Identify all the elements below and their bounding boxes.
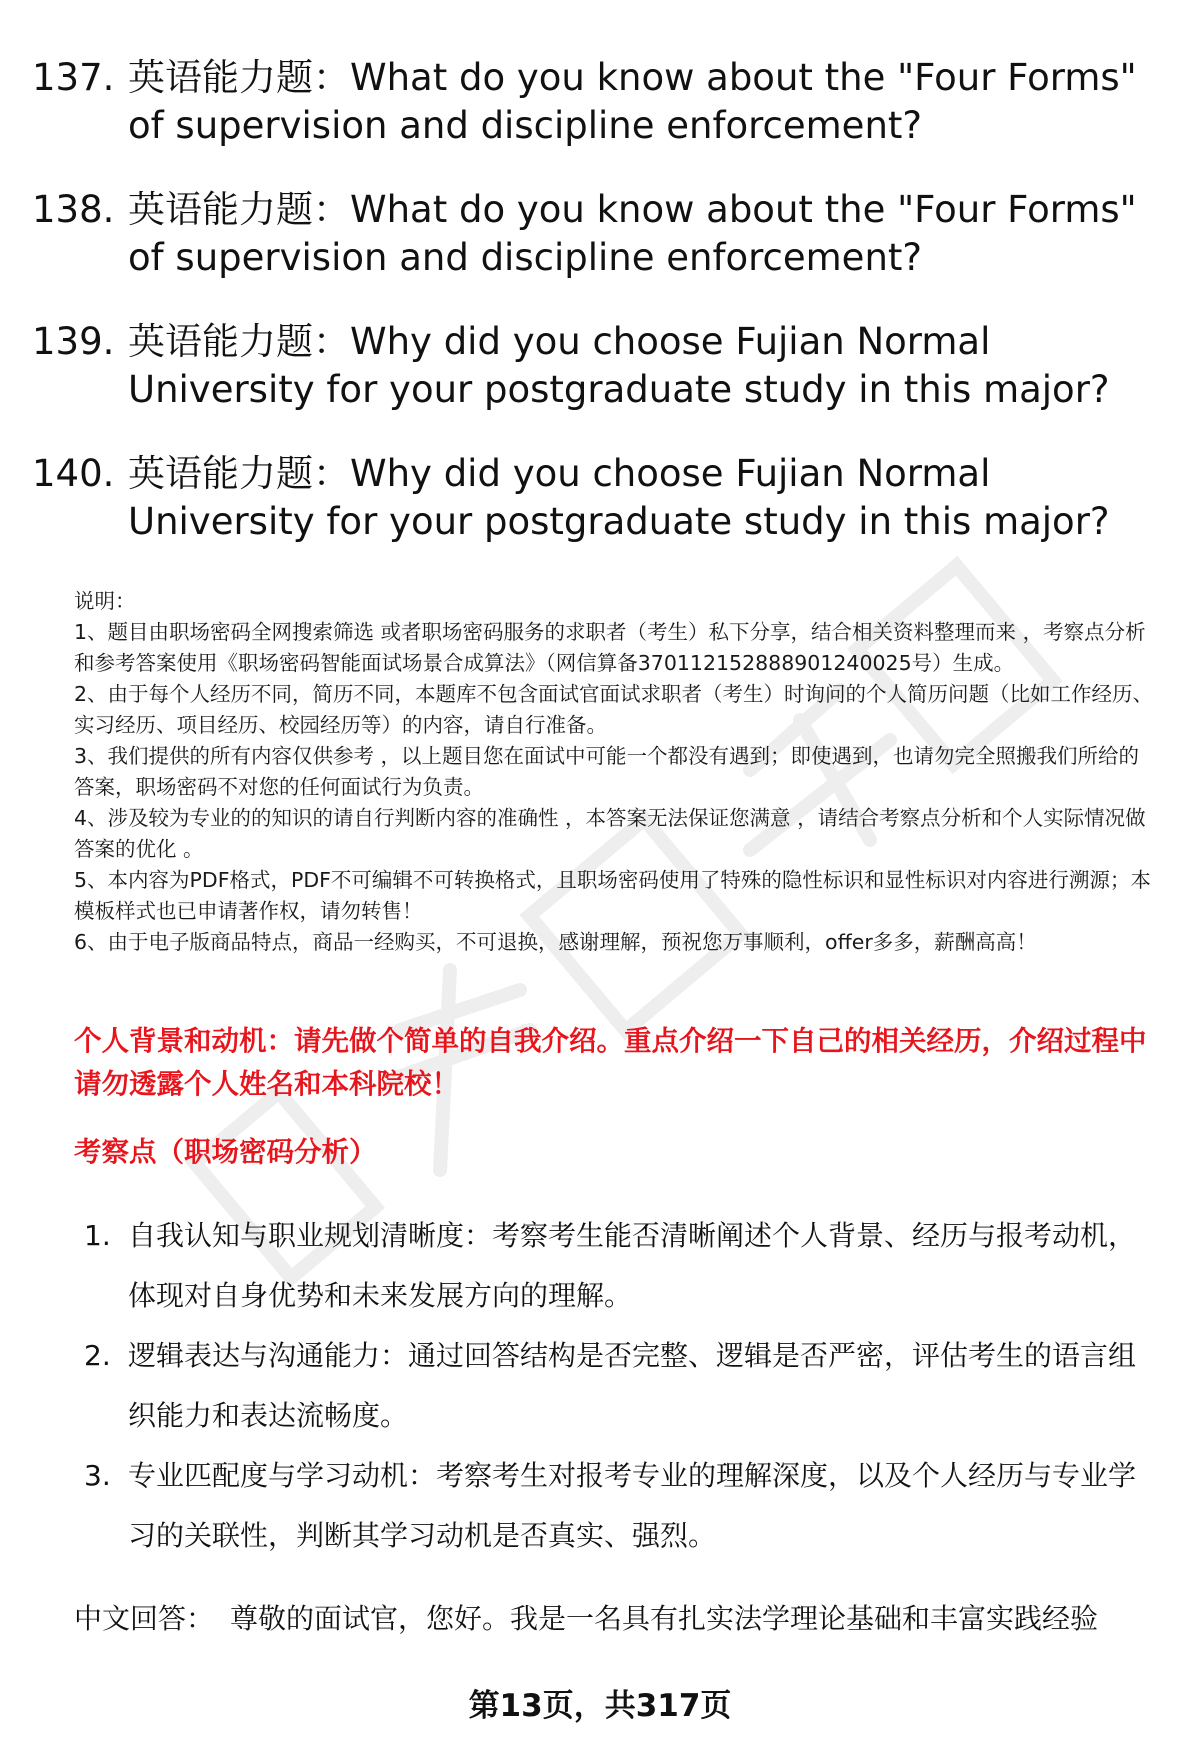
point-number: 3. — [84, 1459, 111, 1492]
point-text: 自我认知与职业规划清晰度：考察考生能否清晰阐述个人背景、经历与报考动机，体现对自身优势和未来发展方向的理解。 — [128, 1219, 1137, 1312]
note-item: 6、由于电子版商品特点，商品一经购买，不可退换，感谢理解，预祝您万事顺利，offer多多，薪酬高高！ — [74, 930, 1037, 954]
chinese-answer — [74, 1595, 1174, 1643]
question-text: 英语能力题：Why did you choose Fujian Normal University for your postgraduate study in this major? — [128, 320, 1110, 411]
analysis-point — [0, 1446, 1200, 1566]
notes-title: 说明： — [74, 589, 136, 613]
note-item: 1、题目由职场密码全网搜索筛选 或者职场密码服务的求职者（考生）私下分享，结合相关资料整理而来 ，考察点分析和参考答案使用《职场密码智能面试场景合成算法》（网信算备370112152888901240025号）生成。 — [74, 620, 1146, 675]
point-text: 专业匹配度与学习动机：考察考生对报考专业的理解深度，以及个人经历与专业学习的关联性，判断其学习动机是否真实、强烈。 — [128, 1459, 1137, 1552]
analysis-point — [0, 1206, 1200, 1326]
point-number: 1. — [84, 1219, 111, 1252]
analysis-points-list — [0, 1206, 1200, 1566]
note-item: 2、由于每个人经历不同，简历不同，本题库不包含面试官面试求职者（考生）时询问的个人简历问题（比如工作经历、实习经历、项目经历、校园经历等）的内容，请自行准备。 — [74, 682, 1154, 737]
notes-block — [74, 586, 1154, 958]
point-number: 2. — [84, 1339, 111, 1372]
note-item: 4、涉及较为专业的的知识的请自行判断内容的准确性 ，本答案无法保证您满意 ，请结合考察点分析和个人实际情况做答案的优化 。 — [74, 806, 1146, 861]
page-footer: 第13页，共317页 — [468, 1688, 732, 1724]
note-item: 5、本内容为PDF格式，PDF不可编辑不可转换格式，且职场密码使用了特殊的隐性标识和显性标识对内容进行溯源；本模板样式也已申请著作权，请勿转售！ — [74, 868, 1151, 923]
question-text: 英语能力题：What do you know about the "Four Forms" of supervision and discipline enforcement? — [128, 188, 1137, 279]
interview-question-heading: 个人背景和动机：请先做个简单的自我介绍。重点介绍一下自己的相关经历，介绍过程中请勿透露个人姓名和本科院校！ — [74, 1025, 1147, 1100]
answer-text: 尊敬的面试官，您好。我是一名具有扎实法学理论基础和丰富实践经验 — [230, 1602, 1099, 1635]
question-text: 英语能力题：What do you know about the "Four Forms" of supervision and discipline enforcement? — [128, 56, 1137, 147]
point-text: 逻辑表达与沟通能力：通过回答结构是否完整、逻辑是否严密，评估考生的语言组织能力和表达流畅度。 — [128, 1339, 1137, 1432]
answer-label: 中文回答： — [74, 1602, 215, 1635]
question-number: 137. — [32, 56, 115, 99]
note-item: 3、我们提供的所有内容仅供参考 ，以上题目您在面试中可能一个都没有遇到；即使遇到，也请勿完全照搬我们所给的答案，职场密码不对您的任何面试行为负责。 — [74, 744, 1140, 799]
question-number: 138. — [32, 188, 115, 231]
question-number: 140. — [32, 452, 115, 495]
analysis-point — [0, 1326, 1200, 1446]
question-text: 英语能力题：Why did you choose Fujian Normal University for your postgraduate study in this major? — [128, 452, 1110, 543]
analysis-heading: 考察点（职场密码分析） — [74, 1136, 377, 1168]
question-number: 139. — [32, 320, 115, 363]
